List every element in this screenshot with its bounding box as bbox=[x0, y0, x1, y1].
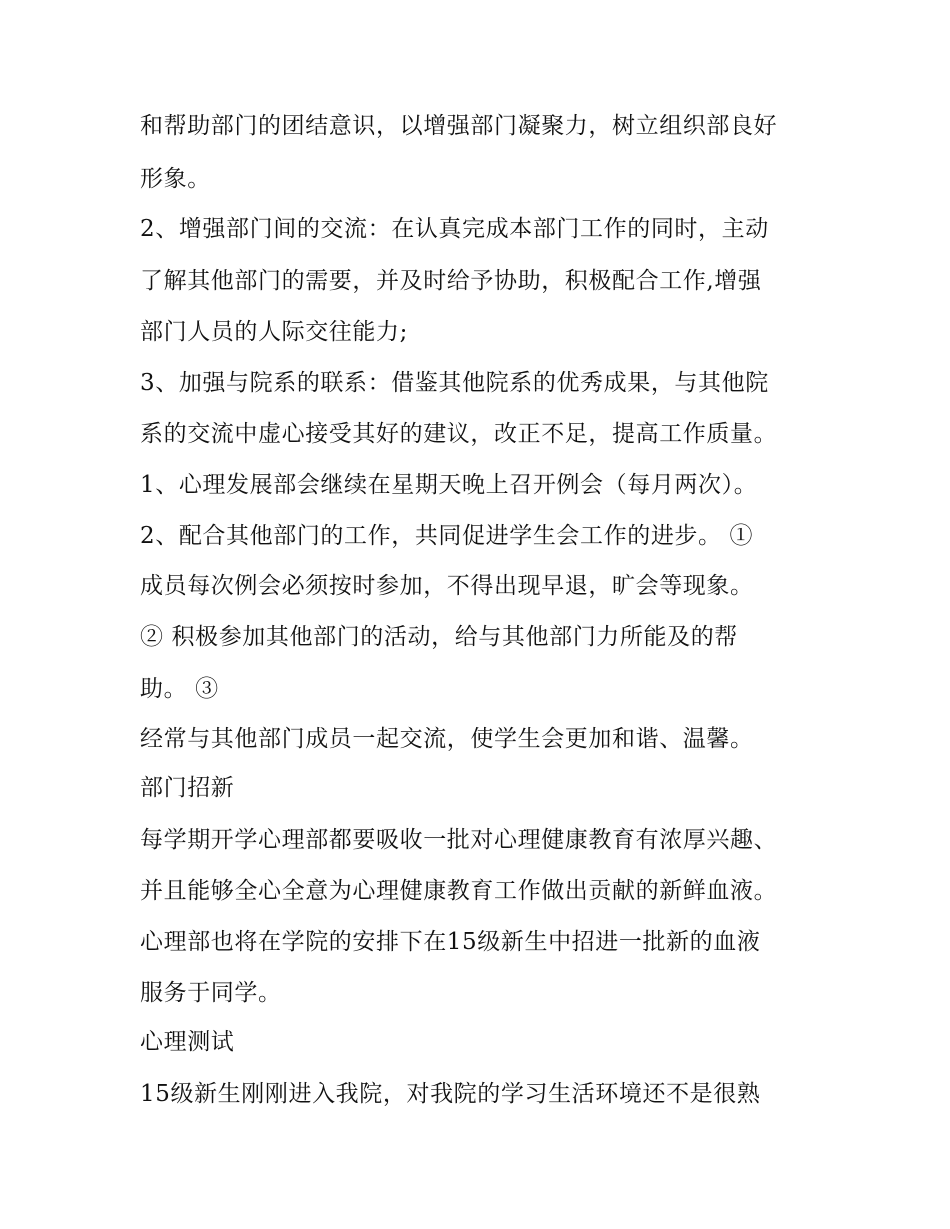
text-line: 1、心理发展部会继续在星期天晚上召开例会（每月两次）。 bbox=[140, 472, 758, 498]
text-line: 心理部也将在学院的安排下在15级新生中招进一批新的血液 bbox=[140, 929, 761, 955]
section-heading: 部门招新 bbox=[140, 775, 235, 801]
text-line: 形象。 bbox=[140, 166, 211, 192]
text-line: 15级新生刚刚进入我院，对我院的学习生活环境还不是很熟 bbox=[140, 1081, 761, 1107]
text-line: 2、配合其他部门的工作，共同促进学生会工作的进步。 ① bbox=[140, 523, 754, 549]
text-line: 每学期开学心理部都要吸收一批对心理健康教育有浓厚兴趣、 bbox=[140, 827, 778, 853]
text-line: 并且能够全心全意为心理健康教育工作做出贡献的新鲜血液。 bbox=[140, 878, 778, 904]
text-line: 系的交流中虚心接受其好的建议，改正不足，提高工作质量。 bbox=[140, 421, 778, 447]
text-line: 成员每次例会必须按时参加，不得出现早退，旷会等现象。 bbox=[140, 573, 754, 599]
text-line: 服务于同学。 bbox=[140, 980, 282, 1006]
text-line: 经常与其他部门成员一起交流，使学生会更加和谐、温馨。 bbox=[140, 726, 754, 752]
text-line: 了解其他部门的需要，并及时给予协助，积极配合工作,增强 bbox=[140, 268, 762, 294]
text-line: 助。 ③ bbox=[140, 676, 219, 702]
section-heading: 心理测试 bbox=[140, 1029, 235, 1055]
text-line: 和帮助部门的团结意识，以增强部门凝聚力，树立组织部良好 bbox=[140, 113, 778, 139]
text-line: 部门人员的人际交往能力; bbox=[140, 319, 408, 345]
text-line: ② 积极参加其他部门的活动，给与其他部门力所能及的帮 bbox=[140, 624, 738, 650]
text-line: 2、增强部门间的交流：在认真完成本部门工作的同时，主动 bbox=[140, 216, 769, 242]
text-line: 3、加强与院系的联系：借鉴其他院系的优秀成果，与其他院 bbox=[140, 370, 769, 396]
